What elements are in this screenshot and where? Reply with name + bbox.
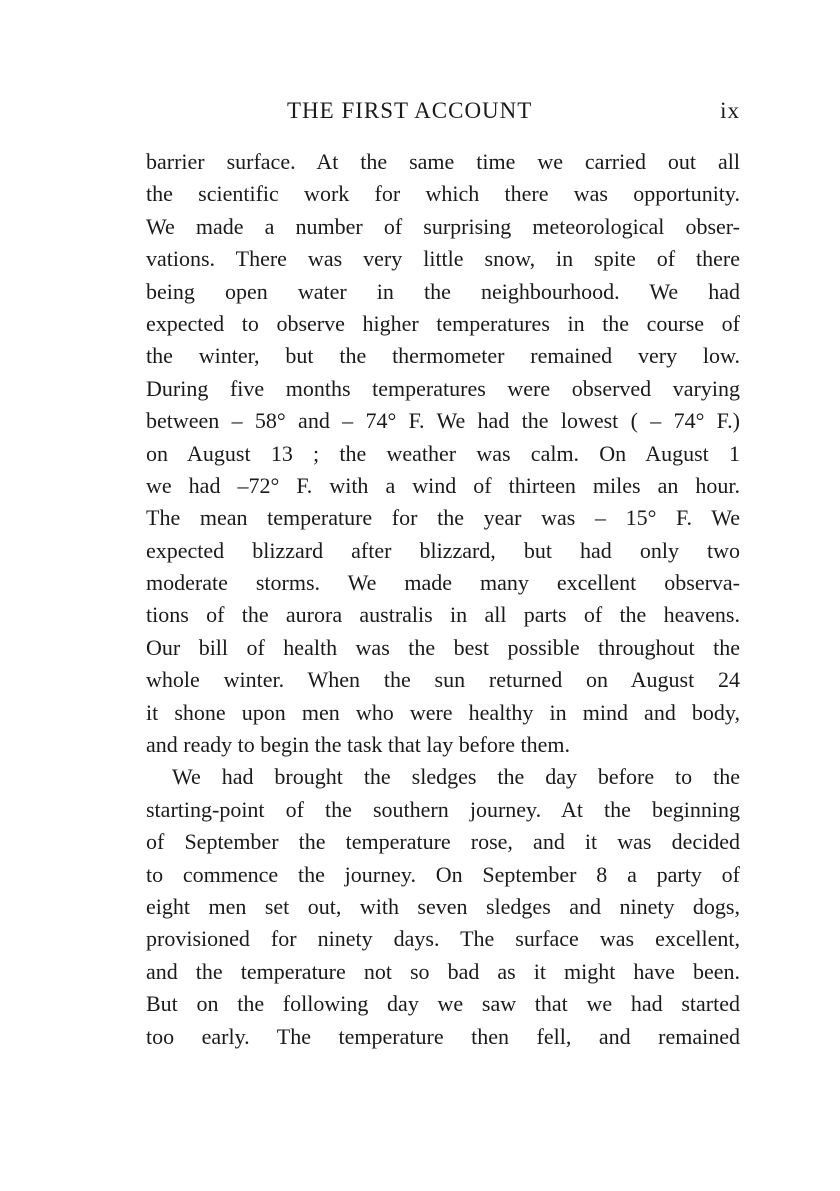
text-line: We made a number of surprising meteorological obser- — [146, 213, 740, 239]
text-line: to commence the journey. On September 8 a party of — [146, 861, 740, 887]
text-line: tions of the aurora australis in all parts of the heavens. — [146, 602, 740, 628]
text-line: of September the temperature rose, and it was decided — [146, 829, 740, 855]
text-line: between – 58° and – 74° F. We had the lowest ( – 74° F.) — [146, 408, 740, 434]
text-line: The mean temperature for the year was – 15° F. We — [146, 505, 740, 531]
text-line: moderate storms. We made many excellent observa- — [146, 570, 740, 596]
body-text — [146, 146, 740, 1053]
text-line: and the temperature not so bad as it might have been. — [146, 958, 740, 984]
text-line: starting-point of the southern journey. At the beginning — [146, 796, 740, 822]
paragraph-2 — [146, 761, 740, 1053]
page-number: ix — [720, 98, 740, 123]
text-line: whole winter. When the sun returned on August 24 — [146, 667, 740, 693]
text-line: barrier surface. At the same time we carried out all — [146, 149, 740, 174]
text-line: But on the following day we saw that we had started — [146, 991, 740, 1017]
text-line: provisioned for ninety days. The surface was excellent, — [146, 926, 740, 952]
text-line: We had brought the sledges the day before to the — [172, 764, 740, 790]
text-line: being open water in the neighbourhood. We had — [146, 278, 740, 304]
text-line: expected to observe higher temperatures in the course of — [146, 310, 740, 336]
text-line: vations. There was very little snow, in spite of there — [146, 246, 740, 272]
running-title: THE FIRST ACCOUNT — [287, 98, 533, 123]
text-line: During five months temperatures were observed varying — [146, 375, 740, 401]
text-line: too early. The temperature then fell, and remained — [146, 1023, 740, 1049]
running-head — [146, 94, 740, 128]
text-line: eight men set out, with seven sledges and ninety dogs, — [146, 893, 740, 919]
text-line: the winter, but the thermometer remained very low. — [146, 343, 740, 369]
text-line: the scientific work for which there was opportunity. — [146, 181, 740, 207]
text-line: it shone upon men who were healthy in mind and body, — [146, 699, 740, 725]
paragraph-1 — [146, 146, 740, 761]
text-line: and ready to begin the task that lay before them. — [146, 732, 570, 758]
text-line: Our bill of health was the best possible throughout the — [146, 634, 740, 660]
text-line: expected blizzard after blizzard, but had only two — [146, 537, 740, 563]
text-line: we had –72° F. with a wind of thirteen miles an hour. — [146, 472, 740, 498]
text-line: on August 13 ; the weather was calm. On August 1 — [146, 440, 740, 466]
